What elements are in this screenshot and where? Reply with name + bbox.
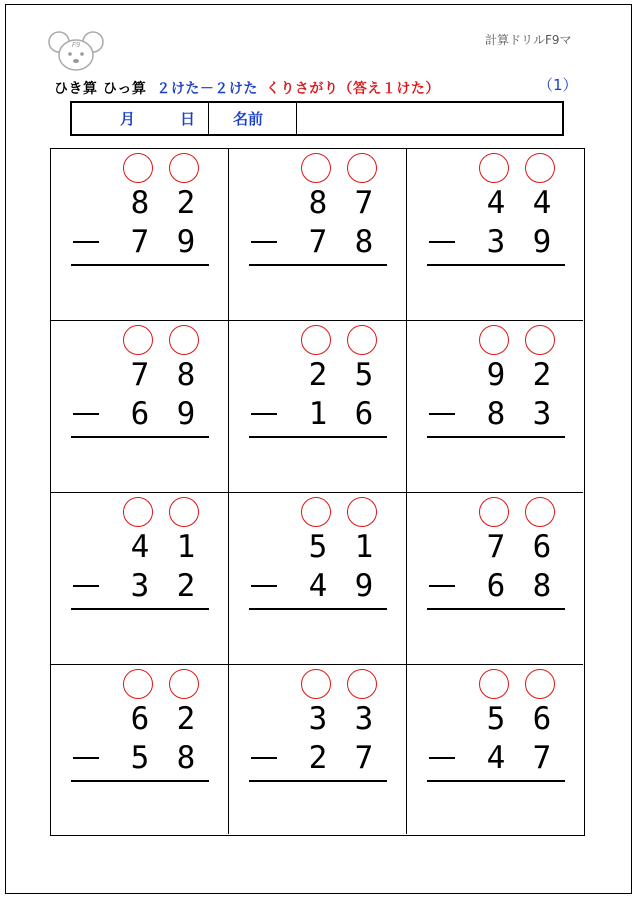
date-field[interactable] (72, 103, 209, 134)
problem-cell (407, 149, 583, 321)
minus-sign (251, 413, 277, 415)
subtrahend-ones-digit: 7 (532, 740, 552, 776)
subtrahend-tens-digit: 8 (486, 396, 506, 432)
minuend-ones-digit: 1 (176, 529, 196, 565)
mouse-logo-icon (46, 28, 106, 74)
carry-circle-tens[interactable] (301, 497, 331, 527)
carry-circle-ones[interactable] (525, 325, 555, 355)
name-label: 名前 (209, 103, 297, 134)
minuend-tens-digit: 6 (130, 701, 150, 737)
minuend-ones-digit: 6 (532, 701, 552, 737)
carry-circle-tens[interactable] (479, 325, 509, 355)
logo-text: F9 (71, 42, 81, 49)
minus-sign (73, 241, 99, 243)
subtrahend-tens-digit: 6 (130, 396, 150, 432)
carry-circle-ones[interactable] (347, 669, 377, 699)
problem-cell (51, 665, 229, 834)
minuend-tens-digit: 7 (130, 357, 150, 393)
problem-cell (51, 493, 229, 665)
subtrahend-ones-digit: 6 (354, 396, 374, 432)
minuend-ones-digit: 4 (532, 185, 552, 221)
minus-sign (429, 241, 455, 243)
minuend-tens-digit: 5 (308, 529, 328, 565)
minuend-ones-digit: 8 (176, 357, 196, 393)
minuend-tens-digit: 9 (486, 357, 506, 393)
minuend-tens-digit: 2 (308, 357, 328, 393)
name-field[interactable] (297, 103, 562, 134)
carry-circle-tens[interactable] (479, 669, 509, 699)
minuend-tens-digit: 8 (130, 185, 150, 221)
problem-cell (407, 321, 583, 493)
day-label: 日 (180, 110, 196, 128)
subtrahend-tens-digit: 7 (130, 224, 150, 260)
problem-grid (50, 148, 585, 836)
brand-label: 計算ドリルF9マ (485, 33, 572, 47)
subtrahend-ones-digit: 9 (176, 396, 196, 432)
answer-rule (71, 436, 209, 438)
subtrahend-tens-digit: 5 (130, 740, 150, 776)
answer-rule (249, 780, 387, 782)
carry-circle-ones[interactable] (525, 497, 555, 527)
minuend-ones-digit: 6 (532, 529, 552, 565)
answer-rule (71, 264, 209, 266)
subtrahend-ones-digit: 8 (354, 224, 374, 260)
problem-cell (407, 665, 583, 834)
worksheet-title (54, 78, 440, 98)
minus-sign (73, 757, 99, 759)
minuend-tens-digit: 8 (308, 185, 328, 221)
answer-rule (71, 780, 209, 782)
subtrahend-tens-digit: 3 (130, 568, 150, 604)
minus-sign (73, 413, 99, 415)
carry-circle-ones[interactable] (169, 669, 199, 699)
minuend-tens-digit: 4 (486, 185, 506, 221)
problem-cell (51, 149, 229, 321)
minuend-tens-digit: 4 (130, 529, 150, 565)
minus-sign (251, 241, 277, 243)
carry-circle-tens[interactable] (479, 153, 509, 183)
carry-circle-tens[interactable] (301, 153, 331, 183)
carry-circle-ones[interactable] (347, 325, 377, 355)
carry-circle-tens[interactable] (123, 153, 153, 183)
subtrahend-tens-digit: 6 (486, 568, 506, 604)
minuend-ones-digit: 2 (176, 185, 196, 221)
answer-rule (249, 264, 387, 266)
subtrahend-tens-digit: 4 (308, 568, 328, 604)
minuend-tens-digit: 5 (486, 701, 506, 737)
minuend-ones-digit: 2 (532, 357, 552, 393)
subtrahend-tens-digit: 7 (308, 224, 328, 260)
answer-rule (427, 436, 565, 438)
problem-cell (407, 493, 583, 665)
minuend-ones-digit: 5 (354, 357, 374, 393)
subtrahend-tens-digit: 3 (486, 224, 506, 260)
carry-circle-tens[interactable] (301, 325, 331, 355)
minus-sign (251, 757, 277, 759)
carry-circle-tens[interactable] (123, 497, 153, 527)
subtrahend-tens-digit: 4 (486, 740, 506, 776)
minuend-ones-digit: 2 (176, 701, 196, 737)
carry-circle-tens[interactable] (301, 669, 331, 699)
answer-rule (71, 608, 209, 610)
carry-circle-ones[interactable] (525, 669, 555, 699)
subtrahend-tens-digit: 2 (308, 740, 328, 776)
subtrahend-ones-digit: 7 (354, 740, 374, 776)
title-part-operation: ひき算 ひっ算 (54, 81, 147, 97)
problem-cell (229, 665, 407, 834)
carry-circle-ones[interactable] (525, 153, 555, 183)
answer-rule (249, 436, 387, 438)
carry-circle-tens[interactable] (123, 669, 153, 699)
carry-circle-ones[interactable] (169, 153, 199, 183)
carry-circle-ones[interactable] (169, 325, 199, 355)
carry-circle-ones[interactable] (347, 497, 377, 527)
subtrahend-ones-digit: 9 (354, 568, 374, 604)
title-part-digits: ２けた－２けた (156, 81, 258, 97)
carry-circle-tens[interactable] (123, 325, 153, 355)
minuend-ones-digit: 3 (354, 701, 374, 737)
answer-rule (427, 264, 565, 266)
answer-rule (249, 608, 387, 610)
minuend-ones-digit: 1 (354, 529, 374, 565)
subtrahend-ones-digit: 9 (176, 224, 196, 260)
title-part-borrow: くりさがり（答え１けた） (265, 81, 440, 97)
problem-cell (51, 321, 229, 493)
minuend-tens-digit: 3 (308, 701, 328, 737)
carry-circle-ones[interactable] (169, 497, 199, 527)
problem-cell (229, 149, 407, 321)
month-label: 月 (120, 110, 136, 128)
subtrahend-ones-digit: 9 (532, 224, 552, 260)
problem-cell (229, 321, 407, 493)
problem-cell (229, 493, 407, 665)
carry-circle-ones[interactable] (347, 153, 377, 183)
subtrahend-ones-digit: 8 (176, 740, 196, 776)
minus-sign (429, 757, 455, 759)
name-date-row (70, 101, 564, 136)
subtrahend-ones-digit: 3 (532, 396, 552, 432)
sheet-number: （1） (538, 76, 578, 94)
subtrahend-ones-digit: 2 (176, 568, 196, 604)
answer-rule (427, 780, 565, 782)
subtrahend-ones-digit: 8 (532, 568, 552, 604)
minuend-ones-digit: 7 (354, 185, 374, 221)
subtrahend-tens-digit: 1 (308, 396, 328, 432)
minus-sign (73, 585, 99, 587)
minus-sign (429, 413, 455, 415)
minus-sign (429, 585, 455, 587)
minus-sign (251, 585, 277, 587)
answer-rule (427, 608, 565, 610)
minuend-tens-digit: 7 (486, 529, 506, 565)
carry-circle-tens[interactable] (479, 497, 509, 527)
